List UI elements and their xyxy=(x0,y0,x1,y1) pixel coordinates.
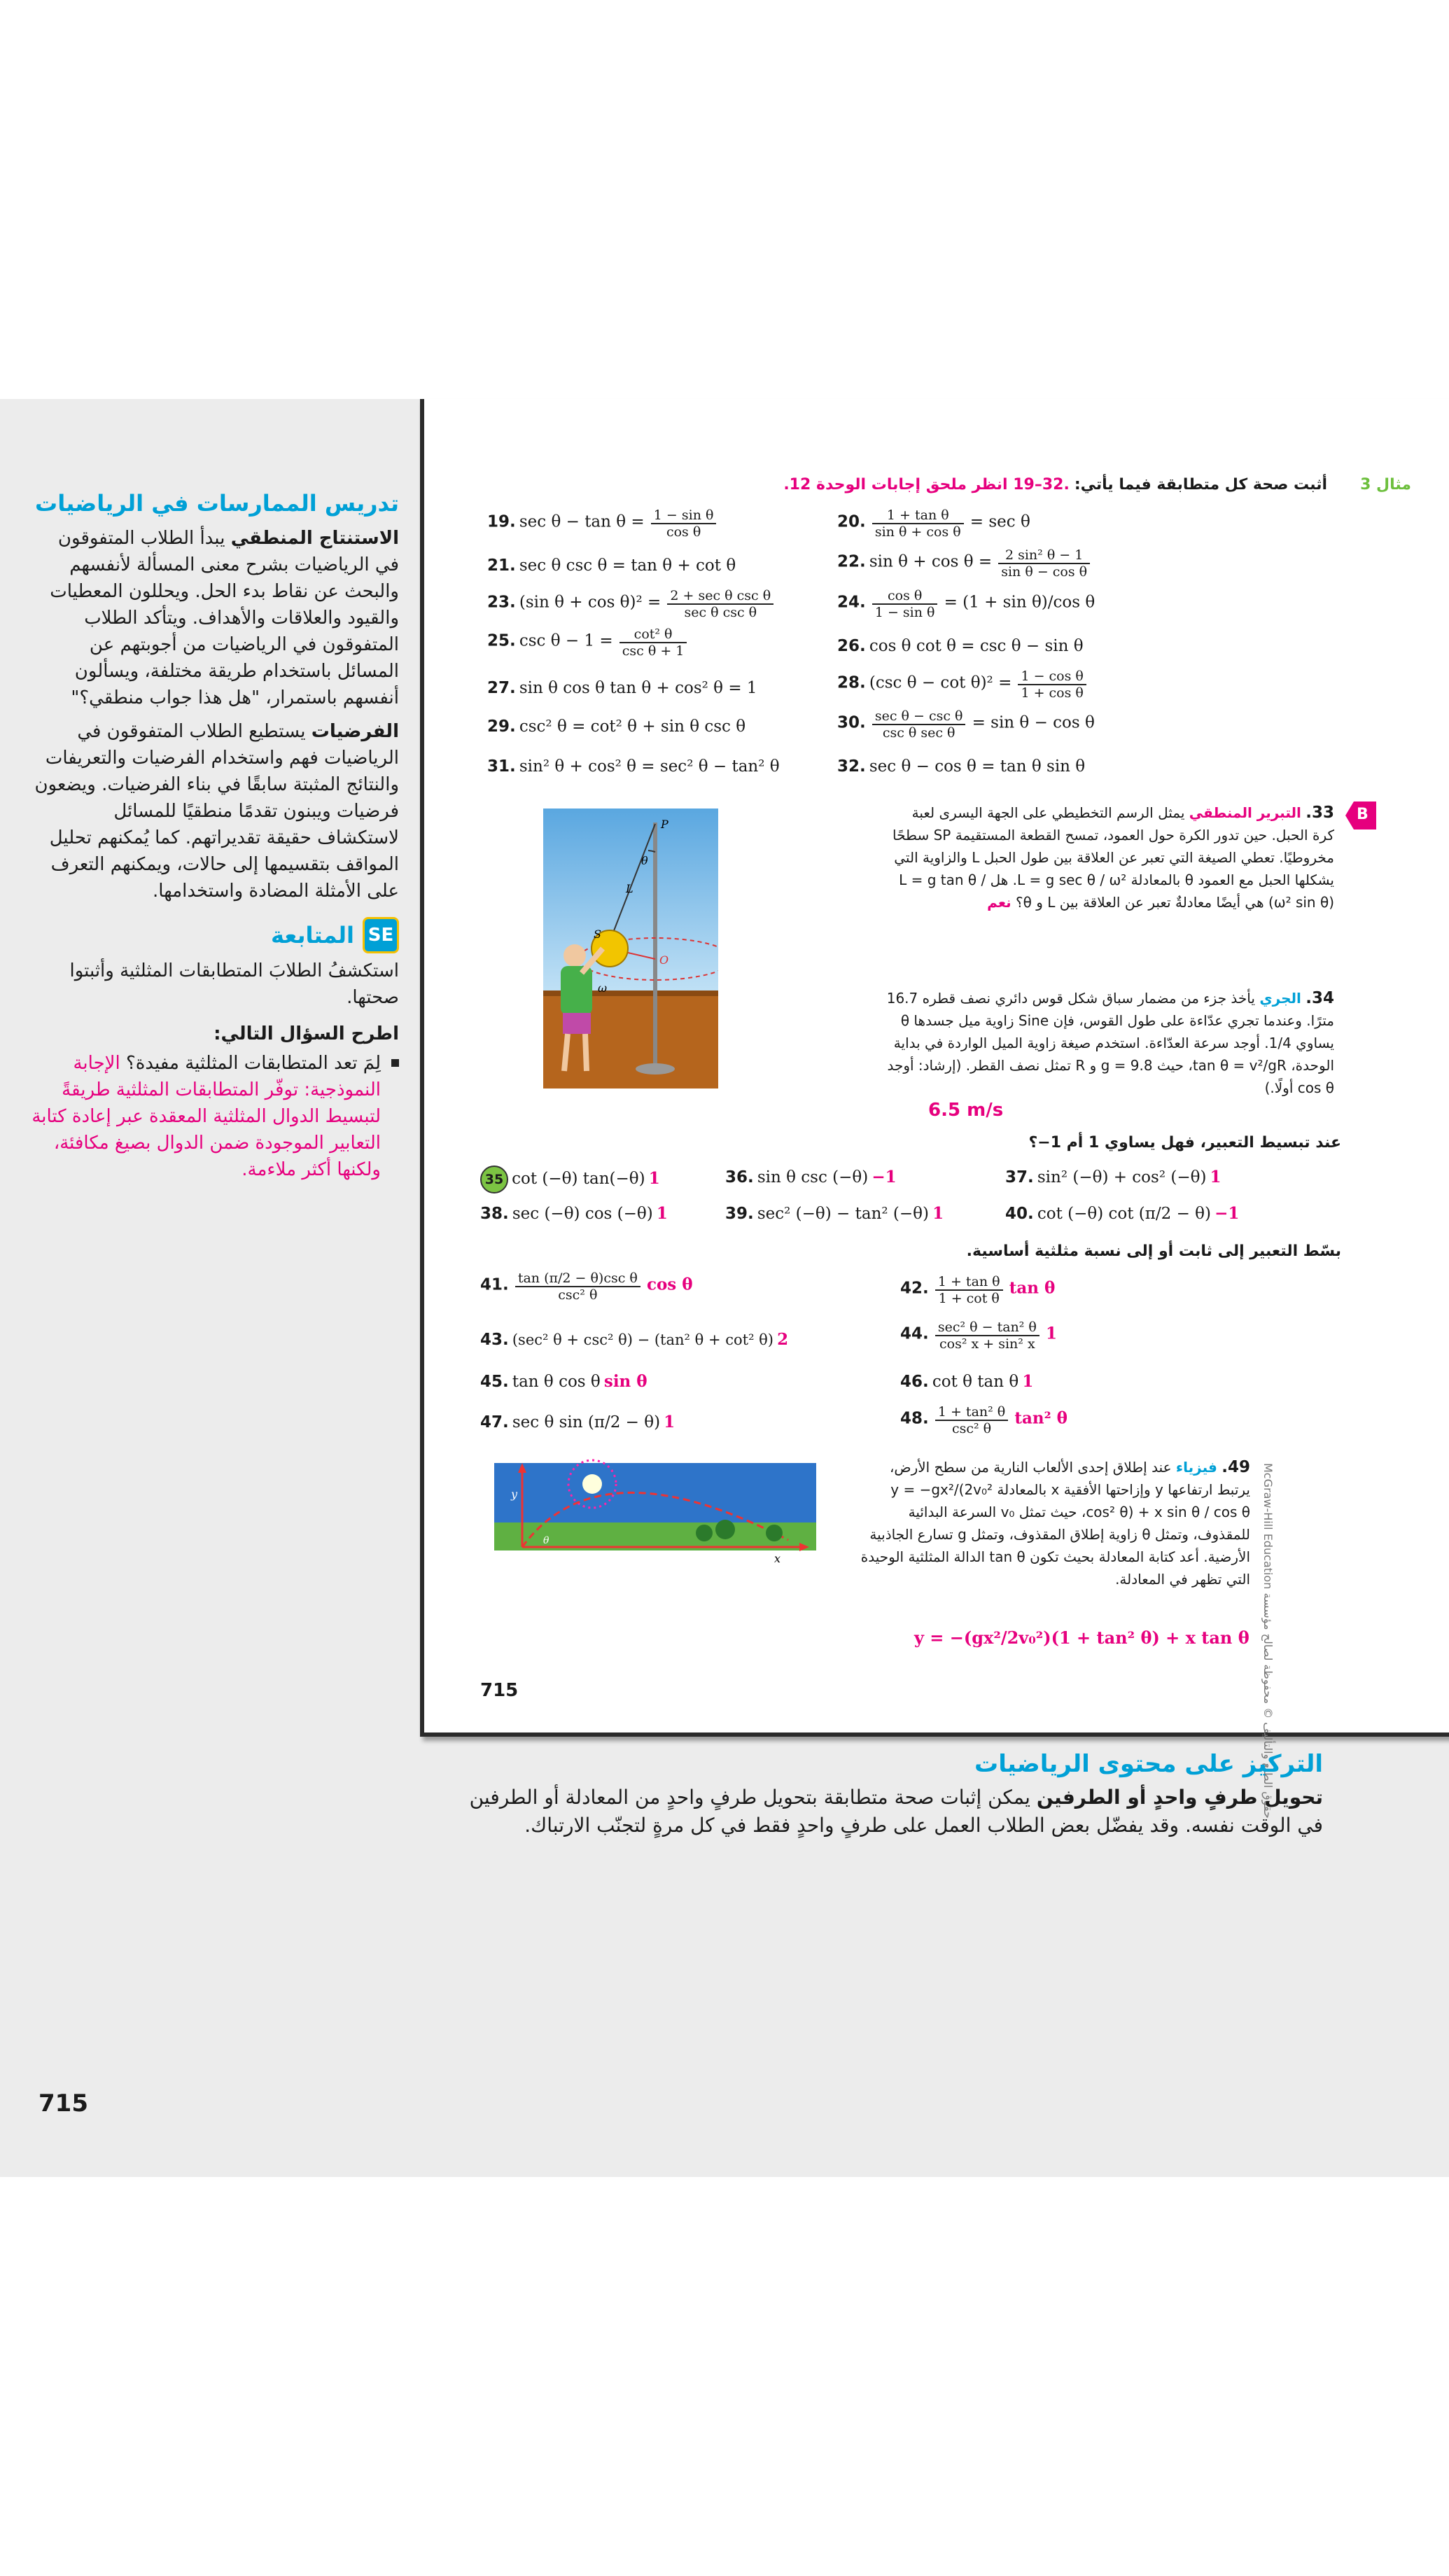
answer: sin θ xyxy=(603,1372,648,1391)
identity-lhs: (sin θ + cos θ)² = xyxy=(519,593,662,612)
sidebar-title: تدريس الممارسات في الرياضيات xyxy=(35,490,399,517)
simplify-39 xyxy=(725,1204,944,1223)
expression: sec² (−θ) − tan² (−θ) xyxy=(757,1205,929,1223)
expression: sin² (−θ) + cos² (−θ) xyxy=(1037,1168,1207,1186)
expression: sec (−θ) cos (−θ) xyxy=(512,1205,653,1223)
item-number: 23. xyxy=(487,593,516,612)
page-number: 715 xyxy=(38,2090,88,2118)
identity-31 xyxy=(487,757,780,776)
expression: (sec² θ + csc² θ) − (tan² θ + cot² θ) xyxy=(512,1331,774,1348)
denominator: csc² θ xyxy=(951,1421,992,1436)
item-number: 26. xyxy=(837,637,866,655)
fraction xyxy=(651,507,717,540)
identity-lhs: cos θ cot θ = csc θ − sin θ xyxy=(869,637,1084,655)
fraction xyxy=(935,1404,1008,1436)
numerator: 1 + tan θ xyxy=(872,507,964,524)
denominator: csc θ sec θ xyxy=(882,725,955,741)
numerator: 1 − sin θ xyxy=(651,507,717,524)
exercise-label: الجري xyxy=(1259,990,1301,1007)
expression: cot (−θ) tan(−θ) xyxy=(512,1170,645,1188)
hypotheses-text: يستطيع الطلاب المتفوقون في الرياضيات فهم واستخدام الفرضيات والتعريفات والنتائج المثبتة سابقًا في بناء الفرضيات. ويضعون فرضيات ويبنون تقدمًا منطقيًا للمسائل لاستكشاف حقيقة تقديراتهم. كما يُمكنهم تحليل المواقف بتقسيمها إلى حالات، ويمكنهم التعرف على الأمثلة المضادة واستخدامها. xyxy=(34,721,399,902)
denominator: csc θ + 1 xyxy=(622,643,685,659)
denominator: 1 + cos θ xyxy=(1021,685,1084,701)
simplify-35 xyxy=(480,1166,660,1194)
sidebar-paragraph-hypotheses xyxy=(31,718,399,904)
focus-section xyxy=(441,1750,1323,1840)
label-L: L xyxy=(626,882,634,895)
numerator: 1 + tan² θ xyxy=(935,1404,1008,1421)
basic-48 xyxy=(900,1404,1068,1436)
note: انظر ملحق إجابات الوحدة 12. xyxy=(783,476,1008,493)
fraction xyxy=(515,1270,640,1303)
answer: 1 xyxy=(648,1169,660,1188)
identity-lhs: (csc θ − cot θ)² = xyxy=(869,673,1012,692)
hypotheses-label: الفرضيات xyxy=(311,721,399,742)
identity-26 xyxy=(837,637,1084,655)
fraction xyxy=(667,588,774,620)
identity-lhs: sec θ csc θ = tan θ + cot θ xyxy=(519,556,736,575)
fraction xyxy=(935,1320,1040,1352)
bullet-square-icon xyxy=(391,1059,399,1067)
bullet-question: لِمَ تعد المتطابقات المثلثية مفيدة؟ xyxy=(125,1053,381,1074)
identity-lhs: sin θ cos θ tan θ + cos² θ = 1 xyxy=(519,679,757,697)
item-number: 41. xyxy=(480,1275,509,1294)
simplify-36 xyxy=(725,1168,897,1186)
item-number: 28. xyxy=(837,673,866,692)
denominator: cos θ xyxy=(666,524,701,540)
answer: 1 xyxy=(656,1204,668,1223)
identity-22 xyxy=(837,547,1093,580)
denominator: 1 − sin θ xyxy=(874,605,935,620)
teaching-sidebar xyxy=(31,490,399,1183)
identity-lhs: csc θ − 1 = xyxy=(519,631,613,650)
range-text xyxy=(783,476,1070,493)
expression: tan θ cos θ xyxy=(512,1373,601,1391)
item-number: 42. xyxy=(900,1279,929,1298)
focus-bold: تحويل طرفٍ واحدٍ أو الطرفين xyxy=(1036,1786,1323,1809)
exercise-label: التبرير المنطقي xyxy=(1189,804,1301,821)
followup-text: استكشفُ الطلابَ المتطابقات المثلثية وأثبتوا صحتها. xyxy=(69,960,399,1008)
fraction xyxy=(1018,668,1086,701)
bullet-answer: الإجابة النموذجية: توفّر المتطابقات المثلثية طريقةً لتبسيط الدوال المثلثية المعقدة عبر إعادة كتابة التعابير الموجودة ضمن الدوال بصيغ مكافئة، ولكنها أكثر ملاءمة. xyxy=(31,1053,381,1180)
badge-letter: B xyxy=(1357,806,1368,823)
item-number: 38. xyxy=(480,1205,509,1223)
label-theta: θ xyxy=(641,854,648,867)
item-number: 37. xyxy=(1005,1168,1034,1186)
basic-47 xyxy=(480,1413,675,1432)
basic-45 xyxy=(480,1372,648,1391)
identity-21 xyxy=(487,556,736,575)
answer: 1 xyxy=(1045,1324,1057,1343)
denominator: sec θ csc θ xyxy=(684,605,757,620)
identity-23 xyxy=(487,588,776,620)
numerator: cos θ xyxy=(872,588,938,605)
item-number: 19. xyxy=(487,512,516,531)
denominator: sin θ + cos θ xyxy=(874,524,961,540)
sidebar-paragraph-reasoning xyxy=(31,525,399,711)
identity-rhs: = sec θ xyxy=(969,512,1030,531)
exercise-answer: نعم xyxy=(987,894,1011,911)
numerator: sec θ − csc θ xyxy=(872,708,966,725)
label-y: y xyxy=(511,1488,518,1501)
identity-rhs: = sin θ − cos θ xyxy=(972,713,1095,732)
answer: −1 xyxy=(872,1168,897,1186)
tetherball-illustration xyxy=(543,808,718,1088)
fireworks-figure xyxy=(494,1456,816,1568)
basic-46 xyxy=(900,1372,1033,1391)
item-number: 21. xyxy=(487,556,516,575)
item-number: 25. xyxy=(487,631,516,650)
identity-25 xyxy=(487,626,690,659)
expression: sin θ csc (−θ) xyxy=(757,1168,869,1186)
copyright-vertical: حقوق الطبع والتأليف © محفوظة لصالح مؤسسة McGraw-Hill Education xyxy=(1261,1463,1275,1819)
identity-24 xyxy=(837,588,1095,620)
numerator: 2 + sec θ csc θ xyxy=(667,588,774,605)
identity-19 xyxy=(487,507,719,540)
identity-lhs: sec θ − cos θ = tan θ sin θ xyxy=(869,757,1086,776)
focus-title: التركيز على محتوى الرياضيات xyxy=(974,1750,1323,1778)
identity-lhs: csc² θ = cot² θ + sin θ csc θ xyxy=(519,718,746,736)
identity-29 xyxy=(487,718,746,736)
answer: 1 xyxy=(932,1204,944,1223)
numerator: 1 − cos θ xyxy=(1018,668,1086,685)
exercise-label: فيزياء xyxy=(1175,1459,1217,1476)
basic-44 xyxy=(900,1320,1057,1352)
label-S: S xyxy=(594,927,601,941)
followup-icon: SE xyxy=(363,917,399,953)
numerator: 2 sin² θ − 1 xyxy=(998,547,1090,564)
item-number: 31. xyxy=(487,757,516,776)
item-number: 20. xyxy=(837,512,866,531)
item-number: 29. xyxy=(487,718,516,736)
student-page-number: 715 xyxy=(480,1680,519,1701)
label-x: x xyxy=(774,1552,781,1565)
numerator: tan (π/2 − θ)csc θ xyxy=(515,1270,640,1287)
difficulty-badge xyxy=(1345,802,1376,830)
reasoning-label: الاستنتاج المنطقي xyxy=(230,528,399,549)
expression: sec θ sin (π/2 − θ) xyxy=(512,1413,661,1432)
exercise-34 xyxy=(886,987,1334,1121)
label-O: O xyxy=(659,953,669,967)
exercise-33 xyxy=(886,802,1334,913)
item-number: 32. xyxy=(837,757,866,776)
exercise-text: يأخذ جزء من مضمار سباق شكل قوس دائري نصف قطره 16.7 مترًا. وعندما تجري عدّاءة على طول القوس، فإن Sine زاوية ميل جسدها θ يساوي 1/4. أوجد سرعة العدّاءة. استخدم صيغة زاوية الميل الواردة في بداية الوحدة، tan θ = v²/gR، حيث g = 9.8 و R تمثل نصف القطر. (إرشاد: أوجد cos θ أولًا.) xyxy=(886,990,1334,1096)
item-number: 24. xyxy=(837,593,866,612)
denominator: sin θ − cos θ xyxy=(1001,564,1088,580)
identity-rhs: = (1 + sin θ)/cos θ xyxy=(944,593,1096,612)
numerator: 1 + tan θ xyxy=(935,1274,1003,1291)
label-P: P xyxy=(661,818,668,831)
range: 19–32. xyxy=(1013,476,1070,493)
identity-20 xyxy=(837,507,1030,540)
identity-28 xyxy=(837,668,1089,701)
item-number: 30. xyxy=(837,713,866,732)
identity-lhs: sec θ − tan θ = xyxy=(519,512,645,531)
fraction xyxy=(872,708,966,741)
circled-number: 35 xyxy=(480,1166,508,1194)
instruction: أثبت صحة كل متطابقة فيما يأتي: xyxy=(1074,476,1328,493)
basic-42 xyxy=(900,1274,1055,1306)
numerator: cot² θ xyxy=(620,626,687,643)
focus-text: يمكن إثبات صحة متطابقة بتحويل طرفٍ واحدٍ من المعادلة أو الطرفين في الوقت نفسه. وقد يفضّل بعض الطلاب العمل على طرفٍ واحدٍ فقط في كل مرةٍ لتجنّب الارتباك. xyxy=(469,1786,1323,1837)
identity-32 xyxy=(837,757,1085,776)
item-number: 22. xyxy=(837,552,866,571)
item-number: 39. xyxy=(725,1205,754,1223)
exercise-answer: 6.5 m/s xyxy=(928,1100,1004,1121)
item-number: 40. xyxy=(1005,1205,1034,1223)
exercise-49-answer: y = −(gx²/2v₀²)(1 + tan² θ) + x tan θ xyxy=(914,1628,1250,1648)
expression: cot (−θ) cot (π/2 − θ) xyxy=(1037,1205,1211,1223)
identity-lhs: sin θ + cos θ = xyxy=(869,552,993,571)
denominator: cos² x + sin² x xyxy=(939,1336,1035,1352)
numerator: sec² θ − tan² θ xyxy=(935,1320,1040,1336)
label-omega: ω xyxy=(598,981,608,995)
item-number: 46. xyxy=(900,1373,929,1391)
answer: 1 xyxy=(1022,1372,1034,1391)
fraction xyxy=(872,507,964,540)
denominator: csc² θ xyxy=(558,1287,598,1303)
item-number: 47. xyxy=(480,1413,509,1432)
item-number: 33. xyxy=(1306,804,1334,822)
tetherball-figure xyxy=(543,808,718,1088)
simplify-header: عند تبسيط التعبير، فهل يساوي 1 أم 1−؟ xyxy=(1028,1134,1341,1152)
simplify-37 xyxy=(1005,1168,1222,1186)
answer: tan θ xyxy=(1009,1278,1056,1298)
item-number: 27. xyxy=(487,679,516,697)
basic-41 xyxy=(480,1270,693,1303)
answer: tan² θ xyxy=(1014,1408,1068,1428)
fireworks-illustration xyxy=(494,1456,816,1568)
identity-lhs: sin² θ + cos² θ = sec² θ − tan² θ xyxy=(519,757,780,776)
item-number: 45. xyxy=(480,1373,509,1391)
followup-header xyxy=(31,917,399,953)
exercise-text: عند إطلاق إحدى الألعاب النارية من سطح الأرض، يرتبط ارتفاعها y وإزاحتها الأفقية x بالمعادلة y = −gx²/(2v₀² cos² θ) + x sin θ / cos θ، حيث تمثل v₀ السرعة البدائية للمقذوف، وتمثل θ زاوية إطلاق المقذوف، وتمثل g تسارع الجاذبية الأرضية. أعد كتابة المعادلة بحيث تكون tan θ الدالة المثلثية الوحيدة التي تظهر في المعادلة. xyxy=(860,1459,1250,1588)
answer: 1 xyxy=(664,1413,676,1432)
item-number: 49. xyxy=(1222,1458,1250,1476)
fraction xyxy=(998,547,1090,580)
basic-header: بسّط التعبير إلى ثابت أو إلى نسبة مثلثية أساسية. xyxy=(966,1242,1341,1260)
focus-body xyxy=(441,1784,1323,1840)
simplify-40 xyxy=(1005,1204,1239,1223)
item-number: 44. xyxy=(900,1324,929,1343)
item-number: 48. xyxy=(900,1409,929,1428)
item-number: 43. xyxy=(480,1331,509,1349)
answer: −1 xyxy=(1214,1204,1240,1223)
exercise-49 xyxy=(858,1456,1250,1590)
answer: cos θ xyxy=(646,1275,693,1294)
exercise-header xyxy=(515,476,1411,493)
bullet-item xyxy=(31,1050,399,1183)
answer: 2 xyxy=(777,1330,789,1349)
denominator: 1 + cot θ xyxy=(938,1291,1000,1306)
ask-title: اطرح السؤال التالي: xyxy=(214,1023,399,1044)
item-number: 36. xyxy=(725,1168,754,1186)
basic-43 xyxy=(480,1330,788,1349)
example-ref: مثال 3 xyxy=(1360,476,1411,493)
expression: cot θ tan θ xyxy=(932,1373,1019,1391)
identity-27 xyxy=(487,679,757,697)
followup-title: المتابعة xyxy=(271,922,354,948)
fraction xyxy=(935,1274,1003,1306)
fraction xyxy=(620,626,687,659)
reasoning-text: يبدأ الطلاب المتفوقون في الرياضيات بشرح معنى المسألة لأنفسهم والبحث عن نقاط بدء الحل. ويحللون المعطيات والقيود والعلاقات والأهداف. ويتأكد الطلاب المتفوقون في الرياضيات من أجوبتهم عن المسائل باستخدام طريقة مختلفة، ويسألون أنفسهم باستمرار، "هل هذا جواب منطقي؟" xyxy=(50,528,399,708)
answer: 1 xyxy=(1210,1168,1222,1186)
exercise-text: يمثل الرسم التخطيطي على الجهة اليسرى لعبة كرة الحبل. حين تدور الكرة حول العمود، تمسح القطعة المستقيمة SP سطحًا مخروطيًا. تعطي الصيغة التي تعبر عن العلاقة بين طول الحبل L والزاوية التي يشكلها الحبل مع العمود θ بالمعادلة L = g sec θ / ω². هل L = g tan θ / (ω² sin θ) هي أيضًا معادلةٌ تعبر عن العلاقة بين L و θ؟ xyxy=(892,804,1334,911)
label-theta: θ xyxy=(543,1535,550,1546)
item-number: 34. xyxy=(1306,989,1334,1007)
fraction xyxy=(872,588,938,620)
identity-30 xyxy=(837,708,1095,741)
simplify-38 xyxy=(480,1204,668,1223)
